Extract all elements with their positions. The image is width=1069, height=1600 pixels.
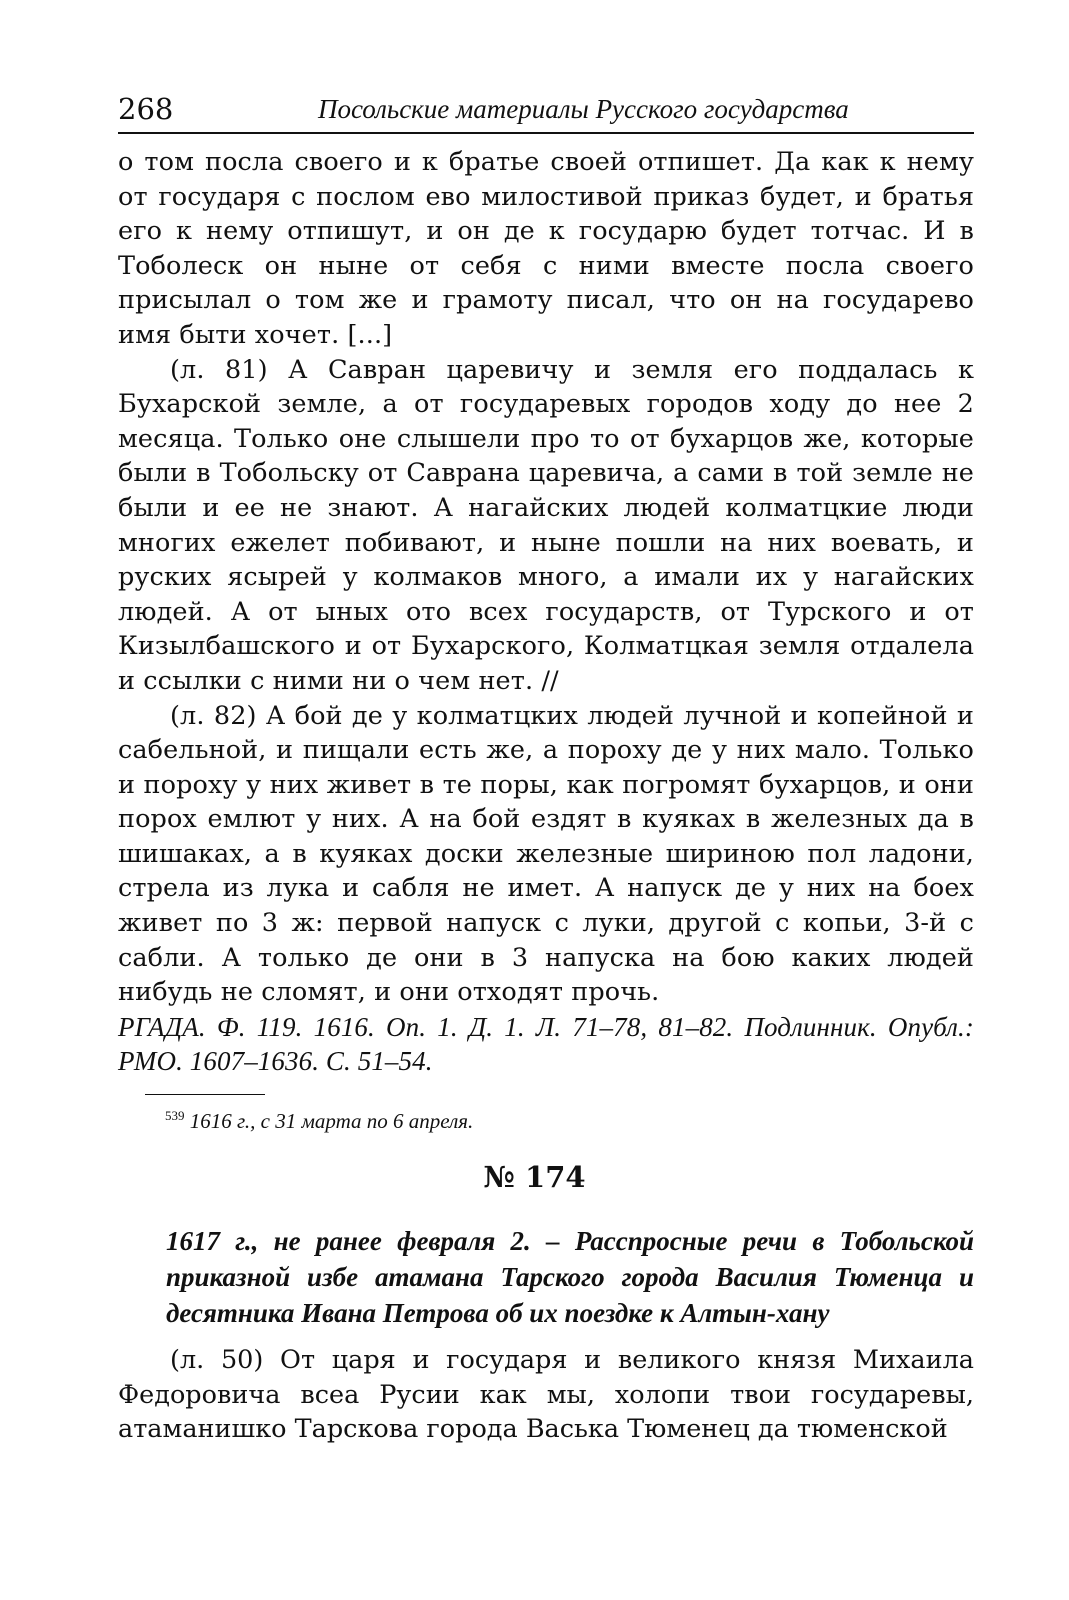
document-number: № 174 — [483, 1160, 586, 1194]
archival-source: РГАДА. Ф. 119. 1616. Оп. 1. Д. 1. Л. 71–78, 81–82. Подлинник. Опубл.: РМО. 1607–1636. С. 51–54. — [118, 1011, 974, 1077]
paragraph-3: (л. 82) А бой де у колматцких людей лучной и копейной и сабельной, и пищали есть же, а пороху де у них мало. Только и пороху у них живет в те поры, как погромят бухарцов, и они порох емлют у них. А на бой ездят в куяках в железных да в шишаках, а в куяках доски железные шириною пол ладони, стрела из лука и сабля не имет. А напуск де у них на боех живет по 3 ж: первой напуск с луки, другой с копьи, 3-й с сабли. А только де они в 3 напуска на бою каких людей нибудь не сломят, и они отходят прочь. — [118, 700, 974, 1008]
footnote — [165, 1108, 473, 1134]
document-paragraph: (л. 50) От царя и государя и великого князя Михаила Федоровича всеа Русии как мы, холопи твои государевы, атаманишко Тарскова города Васька Тюменец да тюменской — [118, 1345, 974, 1445]
body-text — [118, 145, 974, 1079]
footnote-marker: 539 — [165, 1108, 185, 1123]
footnote-text: 1616 г., с 31 марта по 6 апреля. — [189, 1109, 474, 1133]
page-number: 268 — [118, 92, 174, 126]
document-text — [118, 1343, 974, 1447]
footnote-divider — [145, 1094, 265, 1095]
document-heading: 1617 г., не ранее февраля 2. – Расспросные речи в Тобольской приказной избе атамана Тарского города Василия Тюменца и десятника Ивана Петрова об их поездке к Алтын-хану — [166, 1226, 974, 1328]
page-header — [118, 92, 974, 134]
paragraph-1: о том посла своего и к братье своей отпишет. Да как к нему от государя с послом ево милостивой приказ будет, и братья его к нему отпишут, и он де к государю будет тотчас. И в Тоболеск он ныне от себя с ними вместе посла своего присылал о том же и грамоту писал, что он на государево имя быти хочет. [...] — [118, 147, 974, 350]
paragraph-2: (л. 81) А Савран царевичу и земля его поддалась к Бухарской земле, а от государевых городов ходу до нее 2 месяца. Только оне слышели про то от бухарцов же, которые были в Тобольску от Саврана царевича, а сами в той земле не были и ее не знают. А нагайских людей колматцкие люди многих ежелет побивают, и ныне пошли на них воевать, и руских ясырей у колмаков много, а имали их у нагайских людей. А от ыных ото всех государств, от Турского и от Кизылбашского и от Бухарского, Колматцкая земля отдалела и ссылки с ними ни о чем нет. // — [118, 354, 974, 696]
running-title: Посольские материалы Русского государства — [318, 94, 849, 124]
